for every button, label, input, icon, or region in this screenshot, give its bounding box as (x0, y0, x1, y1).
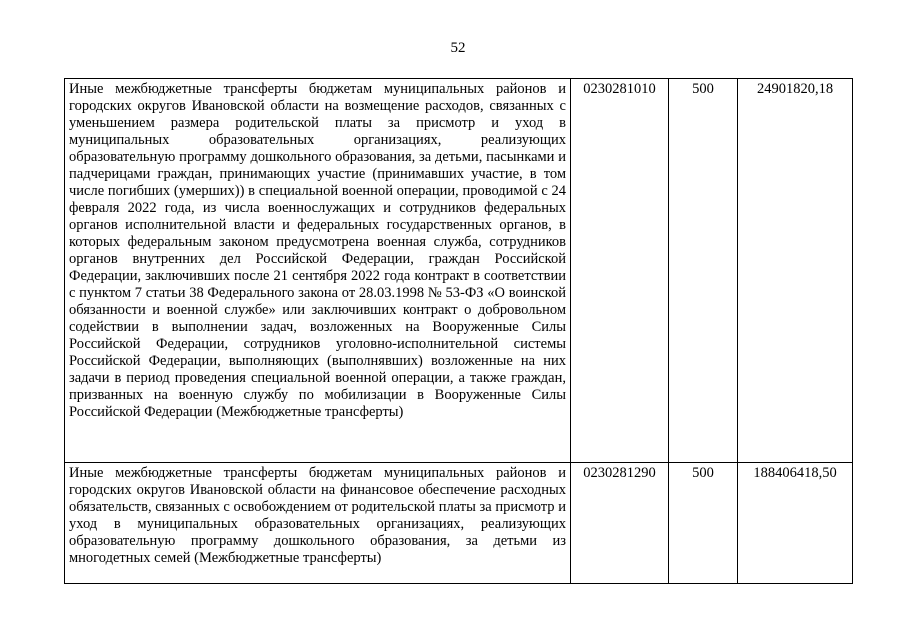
budget-classification-code: 0230281010 (571, 79, 669, 463)
budget-classification-code: 0230281290 (571, 463, 669, 584)
expense-type-code: 500 (669, 79, 738, 463)
transfer-description: Иные межбюджетные трансферты бюджетам муниципальных районов и городских округов Ивановской области на возмещение расходов, связанных с уменьшением размера родительской платы за присмотр и уход в муниципальных образовательных организациях, реализующих образовательную программу дошкольного образования, за детьми, пасынками и падчерицами граждан, принимающих участие (принимавших участие, в том числе погибших (умерших)) в специальной военной операции, проводимой с 24 февраля 2022 года, из числа военнослужащих и сотрудников федеральных органов исполнительной власти и федеральных государственных органов, в которых федеральным законом предусмотрена военная служба, сотрудников органов внутренних дел Российской Федерации, граждан Российской Федерации, заключивших после 21 сентября 2022 года контракт в соответствии с пунктом 7 статьи 38 Федерального закона от 28.03.1998 № 53-ФЗ «О воинской обязанности и военной службе» или заключивших контракт о добровольном содействии в выполнении задач, возложенных на Вооруженные Силы Российской Федерации, сотрудников уголовно-исполнительной системы Российской Федерации, выполняющих (выполнявших) возложенные на них задачи в период проведения специальной военной операции, а также граждан, призванных на военную службу по мобилизации в Вооруженные Силы Российской Федерации (Межбюджетные трансферты) (65, 79, 571, 463)
budget-table (64, 78, 853, 584)
amount-value: 24901820,18 (738, 79, 853, 463)
page-number: 52 (450, 40, 466, 56)
table-row (65, 463, 853, 584)
transfer-description: Иные межбюджетные трансферты бюджетам муниципальных районов и городских округов Ивановской области на финансовое обеспечение расходных обязательств, связанных с освобождением от родительской платы за присмотр и уход в муниципальных образовательных организациях, реализующих образовательную программу дошкольного образования, за детьми из многодетных семей (Межбюджетные трансферты) (65, 463, 571, 584)
table-row (65, 79, 853, 463)
expense-type-code: 500 (669, 463, 738, 584)
amount-value: 188406418,50 (738, 463, 853, 584)
